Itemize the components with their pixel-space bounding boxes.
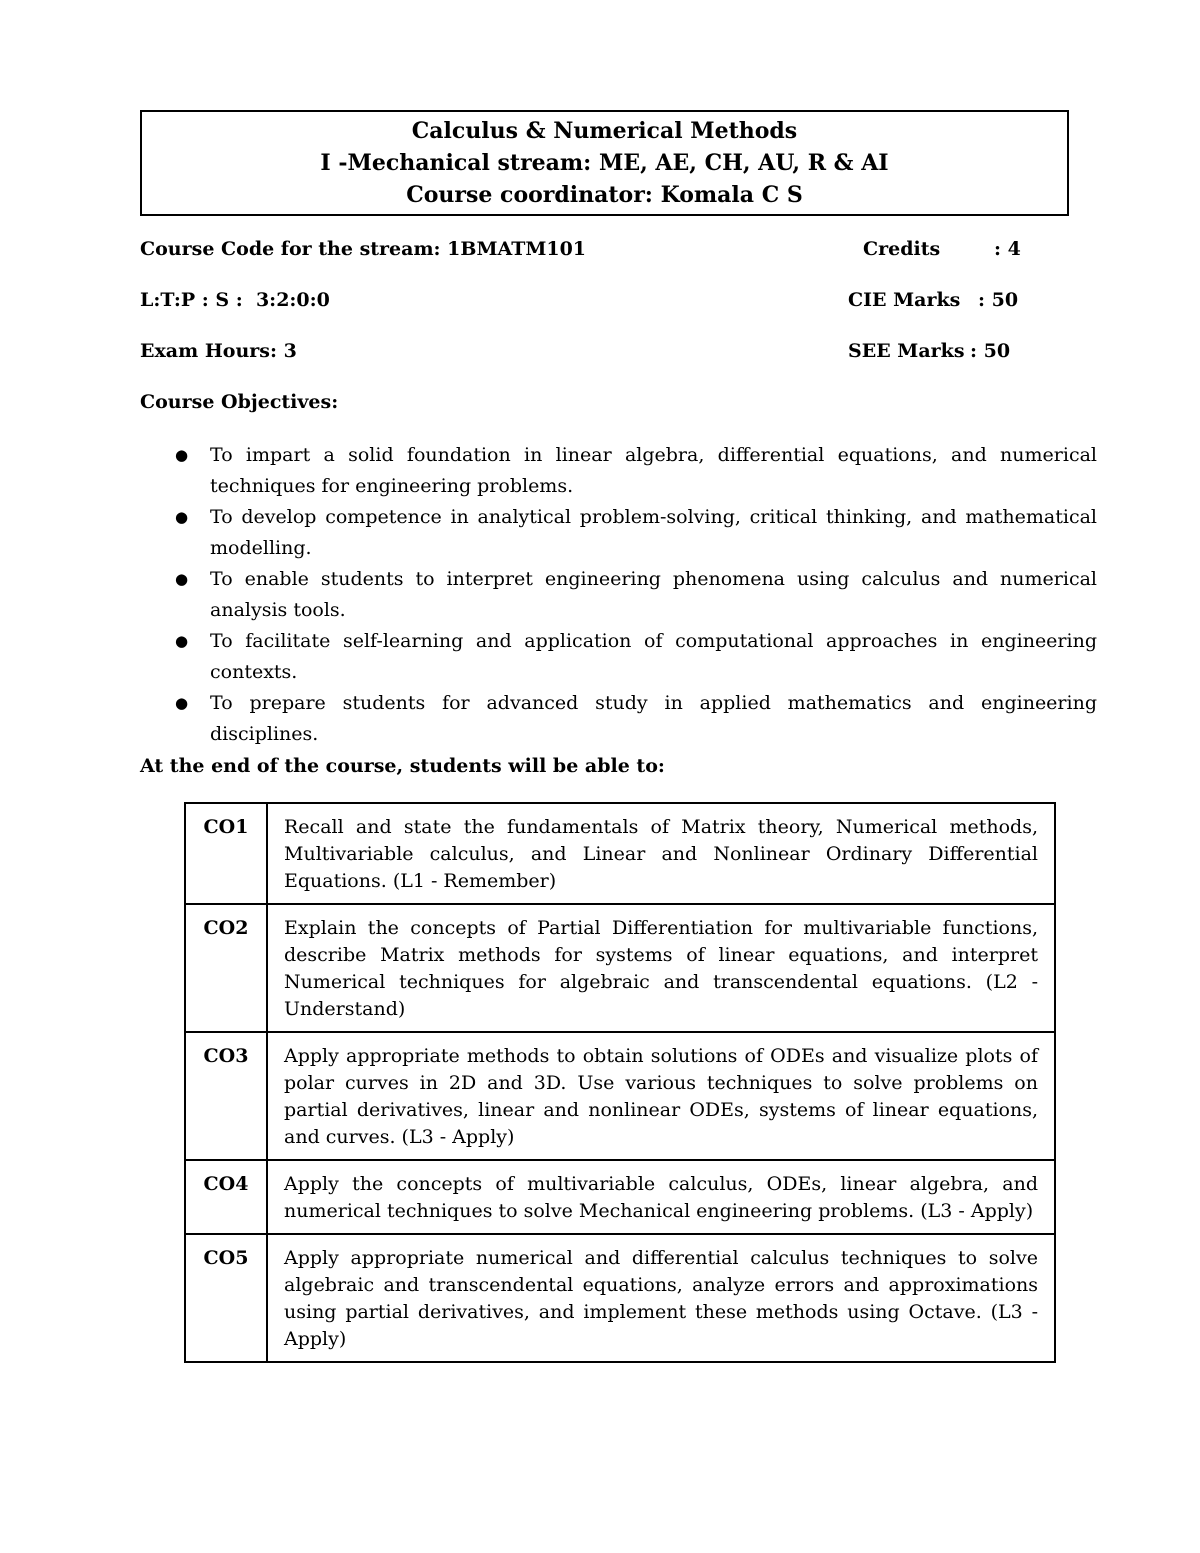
outcomes-heading: At the end of the course, students will be able to: <box>140 755 665 777</box>
co-code: CO3 <box>185 1032 267 1160</box>
bullet-icon: ● <box>175 694 189 712</box>
co-code: CO4 <box>185 1160 267 1234</box>
objectives-list <box>140 440 1097 750</box>
credits-value: : 4 <box>994 238 1021 260</box>
cie-value: : 50 <box>978 289 1019 311</box>
table-row <box>185 904 1055 1032</box>
stream-line: I -Mechanical stream: ME, AE, CH, AU, R & AI <box>320 150 889 176</box>
list-item: ● To impart a solid foundation in linear algebra, differential equations, and numerical techniques for engineering problems. <box>140 440 1097 502</box>
co-description: Recall and state the fundamentals of Matrix theory, Numerical methods, Multivariable calculus, and Linear and Nonlinear Ordinary Differential Equations. (L1 - Remember) <box>267 803 1055 904</box>
cie-label: CIE Marks <box>848 289 961 311</box>
table-row <box>185 1234 1055 1362</box>
co-description: Explain the concepts of Partial Differentiation for multivariable functions, describe Matrix methods for systems of linear equations, and interpret Numerical techniques for algebraic and transcendental equations. (L2 - Understand) <box>267 904 1055 1032</box>
course-title: Calculus & Numerical Methods <box>411 118 798 144</box>
course-outcomes-table <box>184 802 1056 1363</box>
table-row <box>185 803 1055 904</box>
see-label: SEE Marks <box>848 340 965 362</box>
co-description: Apply appropriate numerical and differential calculus techniques to solve algebraic and transcendental equations, analyze errors and approximations using partial derivatives, and implement these methods using Octave. (L3 - Apply) <box>267 1234 1055 1362</box>
list-item: ● To enable students to interpret engineering phenomena using calculus and numerical analysis tools. <box>140 564 1097 626</box>
course-title-box <box>140 110 1069 216</box>
list-item: ● To facilitate self-learning and application of computational approaches in engineering contexts. <box>140 626 1097 688</box>
exam-hours: Exam Hours: 3 <box>140 340 297 362</box>
list-item: ● To develop competence in analytical problem-solving, critical thinking, and mathematical modelling. <box>140 502 1097 564</box>
co-code: CO2 <box>185 904 267 1032</box>
bullet-icon: ● <box>175 508 189 526</box>
objectives-heading: Course Objectives: <box>140 391 339 413</box>
co-code: CO1 <box>185 803 267 904</box>
list-item: ● To prepare students for advanced study in applied mathematics and engineering disciplines. <box>140 688 1097 750</box>
course-code: Course Code for the stream: 1BMATM101 <box>140 238 587 260</box>
coordinator-line: Course coordinator: Komala C S <box>406 182 803 208</box>
credits-label: Credits <box>863 238 941 260</box>
table-row <box>185 1160 1055 1234</box>
bullet-icon: ● <box>175 446 189 464</box>
co-description: Apply the concepts of multivariable calculus, ODEs, linear algebra, and numerical techniques to solve Mechanical engineering problems. (L3 - Apply) <box>267 1160 1055 1234</box>
co-code: CO5 <box>185 1234 267 1362</box>
co-description: Apply appropriate methods to obtain solutions of ODEs and visualize plots of polar curves in 2D and 3D. Use various techniques to solve problems on partial derivatives, linear and nonlinear ODEs, systems of linear equations, and curves. (L3 - Apply) <box>267 1032 1055 1160</box>
ltps: L:T:P : S : 3:2:0:0 <box>140 289 330 311</box>
bullet-icon: ● <box>175 632 189 650</box>
see-value: : 50 <box>970 340 1011 362</box>
bullet-icon: ● <box>175 570 189 588</box>
table-row <box>185 1032 1055 1160</box>
